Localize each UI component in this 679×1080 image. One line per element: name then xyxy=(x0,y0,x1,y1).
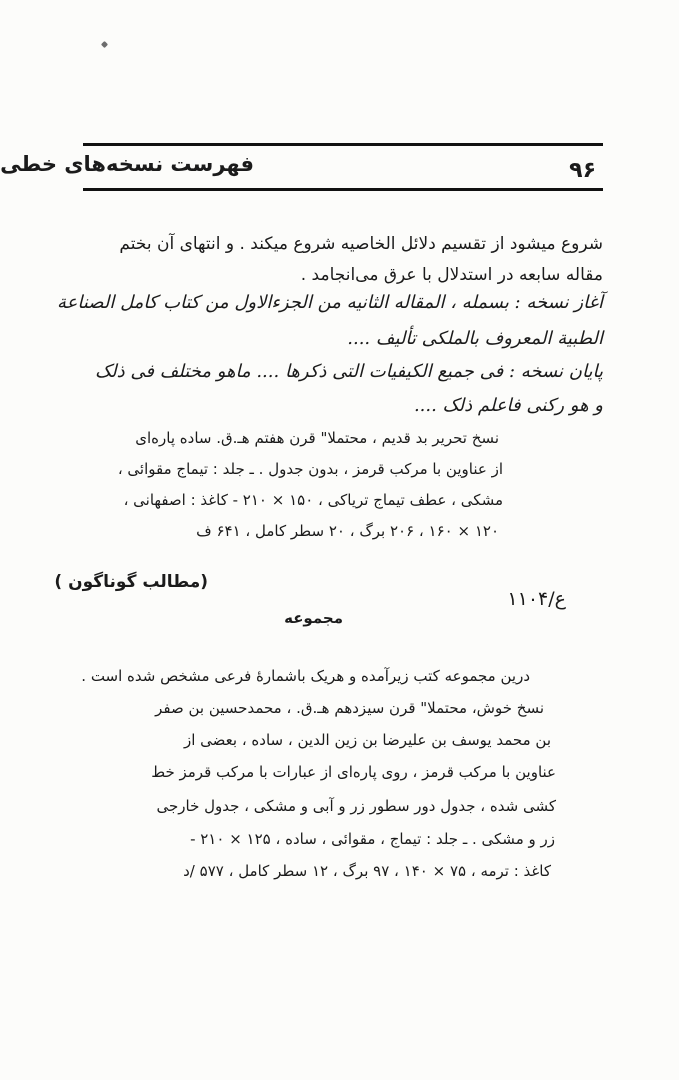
collection-description-line: کاغذ : ترمه ، ۷۵ × ۱۴۰ ، ۹۷ برگ ، ۱۲ سطر کامل ، ۵۷۷ /د xyxy=(183,862,551,880)
page-number: ۹۶ xyxy=(569,158,596,183)
explicit-line: و هو رکنی فاعلم ذلک .... xyxy=(413,395,603,416)
section-heading: (مطالب گوناگون ) xyxy=(54,572,208,592)
collection-description-line: بن محمد یوسف بن علیرضا بن زین الدین ، ساده ، بعضی از xyxy=(183,731,551,749)
incipit-line: آغاز نسخه : بسمله ، المقاله الثانیه من الجزءالاول من کتاب کامل الصناعة xyxy=(56,292,603,313)
physical-description-line: از عناوین با مرکب قرمز ، بدون جدول . ـ جلد : تیماج مقوائی ، xyxy=(117,460,503,478)
header-bottom-rule xyxy=(83,188,603,191)
collection-description-line: نسخ خوش، محتملا" قرن سیزدهم هـ.ق. ، محمدحسین بن صفر xyxy=(155,699,544,717)
collection-title: مجموعه xyxy=(284,609,343,627)
collection-description-line: عناوین با مرکب قرمز ، روی پاره‌ای از عبارات با مرکب قرمز خط xyxy=(151,763,556,781)
physical-description-line: مشکی ، عطف تیماج تریاکی ، ۱۵۰ × ۲۱۰ - کاغذ : اصفهانی ، xyxy=(123,491,503,509)
running-header-title: فهرست نسخه‌های خطی xyxy=(0,152,254,176)
description-line: مقاله سابعه در استدلال با عرق می‌انجامد . xyxy=(300,265,603,285)
physical-description-line: ۱۲۰ × ۱۶۰ ، ۲۰۶ برگ ، ۲۰ سطر کامل ، ۶۴۱ ف xyxy=(196,522,499,540)
collection-description-line: زر و مشکی . ـ جلد : تیماج ، مقوائی ، ساده ، ۱۲۵ × ۲۱۰ - xyxy=(190,830,555,848)
call-number: ع/۱۱۰۴ xyxy=(507,588,566,610)
header-top-rule xyxy=(83,143,603,146)
explicit-line: پایان نسخه : فی جمیع الکیفیات التی ذکرها .... ماهو مختلف فی ذلک xyxy=(95,361,603,382)
description-line: شروع میشود از تقسیم دلائل الخاصیه شروع میکند . و انتهای آن بختم xyxy=(119,234,603,254)
collection-description-line: کشی شده ، جدول دور سطور زر و آبی و مشکی ، جدول خارجی xyxy=(156,797,556,815)
print-speck-mark xyxy=(101,41,108,48)
incipit-line: الطبیة المعروف بالملکی تألیف .... xyxy=(347,328,603,349)
physical-description-line: نسخ تحریر بد قدیم ، محتملا" قرن هفتم هـ.ق. ساده پاره‌ای xyxy=(135,429,499,447)
collection-description-line: درین مجموعه کتب زیرآمده و هریک باشماره‌ٔ فرعی مشخص شده است . xyxy=(81,667,530,685)
